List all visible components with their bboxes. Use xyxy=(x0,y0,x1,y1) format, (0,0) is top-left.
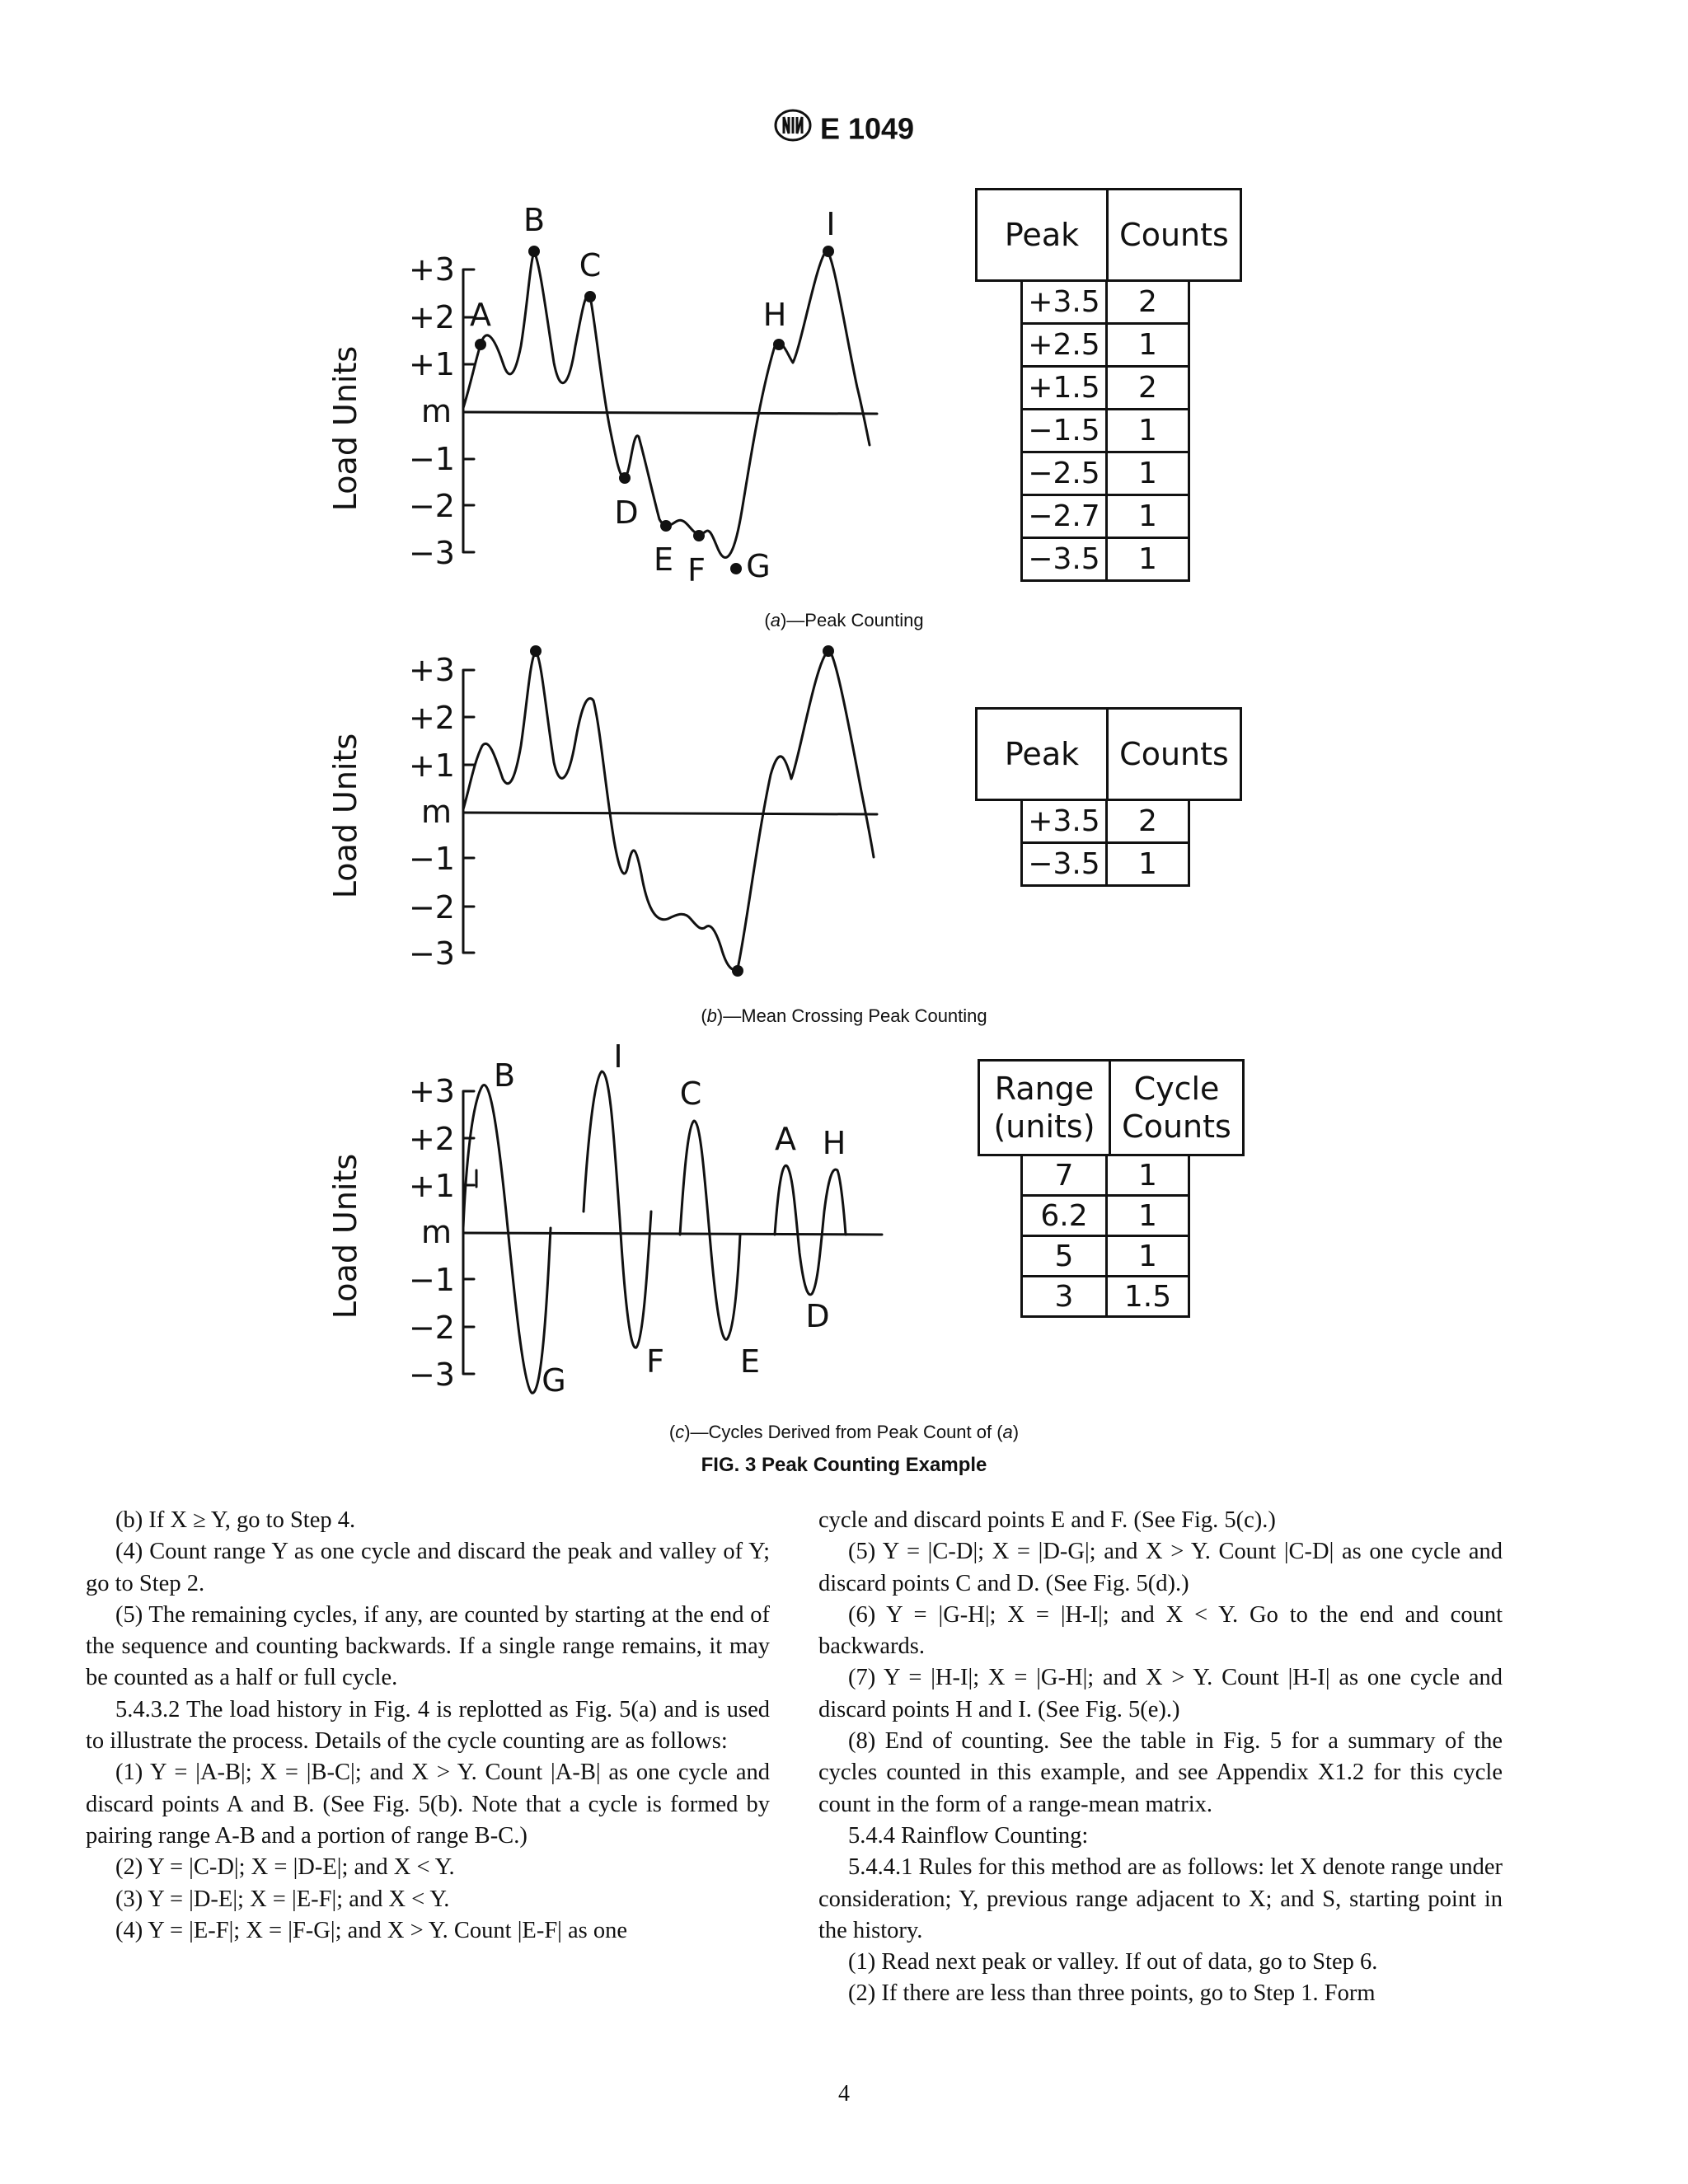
c-label-c: C xyxy=(679,1076,702,1112)
table-cell: +1.5 xyxy=(1023,368,1108,408)
caption-part: ( xyxy=(668,1422,676,1442)
paragraph: cycle and discard points E and F. (See Fig. 5(c).) xyxy=(818,1507,1276,1533)
caption-part: c xyxy=(675,1422,685,1442)
caption-part: ( xyxy=(701,1005,707,1026)
table-header: Counts xyxy=(1119,736,1229,772)
c-label-b: B xyxy=(493,1057,516,1094)
panel-c-ytick: −2 xyxy=(408,1310,455,1346)
panel-c-range-table xyxy=(978,1059,1245,1318)
caption-part: a xyxy=(770,610,781,630)
figure-title: FIG. 3 Peak Counting Example xyxy=(701,1454,987,1476)
panel-a-peak-table xyxy=(975,188,1242,582)
panel-b-ytick: −3 xyxy=(408,935,455,972)
panel-a-ytick: +2 xyxy=(408,299,455,335)
point-label-e: E xyxy=(653,541,674,578)
paragraph: (3) Y = |D-E|; X = |E-F|; and X < Y. xyxy=(115,1886,450,1912)
c-label-a: A xyxy=(775,1121,796,1157)
c-label-h: H xyxy=(822,1125,846,1161)
table-cell: +3.5 xyxy=(1023,801,1108,841)
designation: E 1049 xyxy=(819,111,915,146)
panel-a-ytick: −2 xyxy=(408,488,455,524)
c-label-g: G xyxy=(542,1362,566,1399)
panel-c-ylabel: Load Units xyxy=(327,1153,363,1319)
panel-a-ylabel: Load Units xyxy=(327,345,363,512)
table-cell: 2 xyxy=(1138,804,1157,838)
point-b-max2 xyxy=(823,645,834,657)
left-column xyxy=(86,1505,770,1947)
panel-b-peak-table xyxy=(975,707,1242,887)
panel-c-cycle-if xyxy=(584,1071,651,1347)
table-cell: −3.5 xyxy=(1023,844,1108,884)
point-label-d: D xyxy=(614,494,639,531)
panel-c-mean-line xyxy=(463,1233,882,1235)
panel-b-ytick: −1 xyxy=(408,841,455,877)
paragraph: (5) The remaining cycles, if any, are counted by starting at the end of the sequence and counting backwards. If a single range remains, it may be counted as a half or full cycle. xyxy=(86,1601,770,1691)
point-g xyxy=(730,563,742,574)
paragraph: (7) Y = |H-I|; X = |G-H|; and X > Y. Count |H-I| as one cycle and discard points H and I. (See Fig. 5(e).) xyxy=(818,1665,1503,1722)
point-b-min xyxy=(732,965,743,977)
point-a xyxy=(475,339,486,350)
paragraph: (4) Y = |E-F|; X = |F-G|; and X > Y. Count |E-F| as one xyxy=(115,1917,628,1943)
panel-c-ytick: m xyxy=(420,1214,452,1250)
paragraph: (5) Y = |C-D|; X = |D-G|; and X > Y. Count |C-D| as one cycle and discard points C and D. (See Fig. 5(d).) xyxy=(818,1539,1503,1596)
table-cell: +3.5 xyxy=(1023,282,1108,322)
panel-c-caption xyxy=(0,1422,1688,1443)
panel-c-ytick: +1 xyxy=(408,1168,455,1204)
caption-part: ) xyxy=(1012,1422,1020,1442)
point-e xyxy=(660,520,672,532)
point-label-g: G xyxy=(746,548,771,584)
panel-c-ytick: +2 xyxy=(408,1121,455,1157)
table-cell: 1 xyxy=(1138,847,1157,881)
panel-c-cycle-ce xyxy=(680,1121,740,1339)
panel-a-ytick: +3 xyxy=(408,251,455,288)
panel-b-caption xyxy=(0,1005,1688,1027)
point-d xyxy=(619,472,631,484)
paragraph: 5.4.3.2 The load history in Fig. 4 is replotted as Fig. 5(a) and is used to illustrate the process. Details of the cycle counting are as follows: xyxy=(86,1696,770,1755)
c-label-e: E xyxy=(739,1343,761,1380)
table-cell: 7 xyxy=(1023,1156,1108,1194)
table-cell: −1.5 xyxy=(1023,410,1108,451)
table-cell: 2 xyxy=(1138,285,1157,319)
table-cell: 3 xyxy=(1023,1277,1108,1315)
panel-a-caption xyxy=(0,610,1688,631)
point-label-c: C xyxy=(579,247,602,284)
panel-c-ytick: −3 xyxy=(408,1357,455,1393)
paragraph: (1) Read next peak or valley. If out of data, go to Step 6. xyxy=(848,1949,1378,1975)
panel-c-cycle-bg xyxy=(463,1085,551,1394)
table-cell: 1 xyxy=(1138,414,1157,448)
panel-b-ytick: −2 xyxy=(408,889,455,926)
table-header: Peak xyxy=(978,190,1109,279)
caption-part: )—Peak Counting xyxy=(780,610,924,630)
panel-b-ytick: +1 xyxy=(408,748,455,784)
table-cell: 1 xyxy=(1138,1158,1157,1193)
table-cell: −2.7 xyxy=(1023,496,1108,537)
table-cell: 2 xyxy=(1138,371,1157,405)
table-cell: −3.5 xyxy=(1023,539,1108,579)
point-b-max xyxy=(530,645,542,657)
panel-c-ytick: −1 xyxy=(408,1262,455,1298)
table-cell: +2.5 xyxy=(1023,325,1108,365)
caption-part: ( xyxy=(764,610,771,630)
point-f xyxy=(693,530,705,541)
panel-a-mean-line xyxy=(463,412,877,414)
table-cell: 1 xyxy=(1138,1198,1157,1233)
panel-b-ytick: +2 xyxy=(408,700,455,736)
paragraph: (2) If there are less than three points, go to Step 1. Form xyxy=(848,1980,1376,2007)
paragraph: (8) End of counting. See the table in Fig. 5 for a summary of the cycles counted in this example, and see Appendix X1.2 for this cycle count in the form of a range-mean matrix. xyxy=(818,1728,1503,1817)
c-label-f: F xyxy=(646,1343,664,1380)
table-header-line: Cycle xyxy=(1133,1071,1220,1107)
caption-part: )—Cycles Derived from Peak Count of ( xyxy=(684,1422,1003,1442)
table-header-range xyxy=(980,1062,1111,1154)
paragraph: 5.4.4.1 Rules for this method are as follows: let X denote range under consideration; Y, previous range adjacent to X; and S, starting point in the history. xyxy=(818,1854,1503,1943)
panel-a-ytick: m xyxy=(420,393,452,429)
paragraph: (6) Y = |G-H|; X = |H-I|; and X < Y. Go to the end and count backwards. xyxy=(818,1601,1503,1660)
point-c xyxy=(584,291,596,302)
table-header: Counts xyxy=(1119,217,1229,253)
panel-b-ylabel: Load Units xyxy=(327,733,363,899)
table-cell: 1 xyxy=(1138,542,1157,576)
right-column xyxy=(818,1505,1503,2010)
table-cell: 6.2 xyxy=(1023,1197,1108,1235)
panel-b-y-axis xyxy=(463,670,474,953)
panel-b-ytick: +3 xyxy=(408,652,455,688)
point-label-a: A xyxy=(470,297,491,333)
table-header-line: (units) xyxy=(993,1108,1095,1145)
table-cell: 1 xyxy=(1138,328,1157,362)
panel-a-load-history xyxy=(463,251,870,558)
panel-c-ytick: +3 xyxy=(408,1073,455,1109)
table-cell: −2.5 xyxy=(1023,453,1108,494)
caption-part: a xyxy=(1002,1422,1013,1442)
c-label-i: I xyxy=(613,1038,623,1075)
caption-part: b xyxy=(706,1005,717,1026)
panel-b-mean-line xyxy=(463,813,877,814)
point-h xyxy=(773,339,785,350)
table-header-line: Range xyxy=(994,1071,1095,1107)
paragraph: 5.4.4 Rainflow Counting: xyxy=(848,1822,1089,1849)
caption-part: )—Mean Crossing Peak Counting xyxy=(716,1005,987,1026)
panel-a-ytick: −3 xyxy=(408,535,455,571)
panel-a-ytick: +1 xyxy=(408,346,455,382)
table-header-line: Counts xyxy=(1122,1108,1231,1145)
table-cell: 1 xyxy=(1138,457,1157,490)
point-label-h: H xyxy=(762,297,787,333)
c-label-d: D xyxy=(805,1298,830,1334)
panel-b-load-history xyxy=(463,651,874,970)
table-cell: 1.5 xyxy=(1123,1279,1172,1314)
point-b xyxy=(528,246,540,257)
page-number: 4 xyxy=(838,2081,850,2107)
paragraph: (b) If X ≥ Y, go to Step 4. xyxy=(115,1507,356,1533)
paragraph: (4) Count range Y as one cycle and discard the peak and valley of Y; go to Step 2. xyxy=(86,1539,770,1596)
table-header-cycle-counts xyxy=(1111,1062,1242,1154)
point-label-b: B xyxy=(523,202,546,238)
point-label-i: I xyxy=(826,206,836,242)
point-label-f: F xyxy=(687,552,706,588)
table-cell: 5 xyxy=(1023,1237,1108,1275)
point-i xyxy=(823,246,834,257)
panel-a-ytick: −1 xyxy=(408,441,455,477)
paragraph: (1) Y = |A-B|; X = |B-C|; and X > Y. Count |A-B| as one cycle and discard points A and B. (See Fig. 5(b). Note that a cycle is formed by pairing range A-B and a portion of range B-C.) xyxy=(86,1760,770,1849)
panel-c-cycle-adh xyxy=(775,1165,846,1295)
table-cell: 1 xyxy=(1138,1239,1157,1273)
table-header: Peak xyxy=(978,710,1109,799)
panel-b-ytick: m xyxy=(420,794,452,830)
paragraph: (2) Y = |C-D|; X = |D-E|; and X < Y. xyxy=(115,1854,455,1881)
table-cell: 1 xyxy=(1138,499,1157,533)
